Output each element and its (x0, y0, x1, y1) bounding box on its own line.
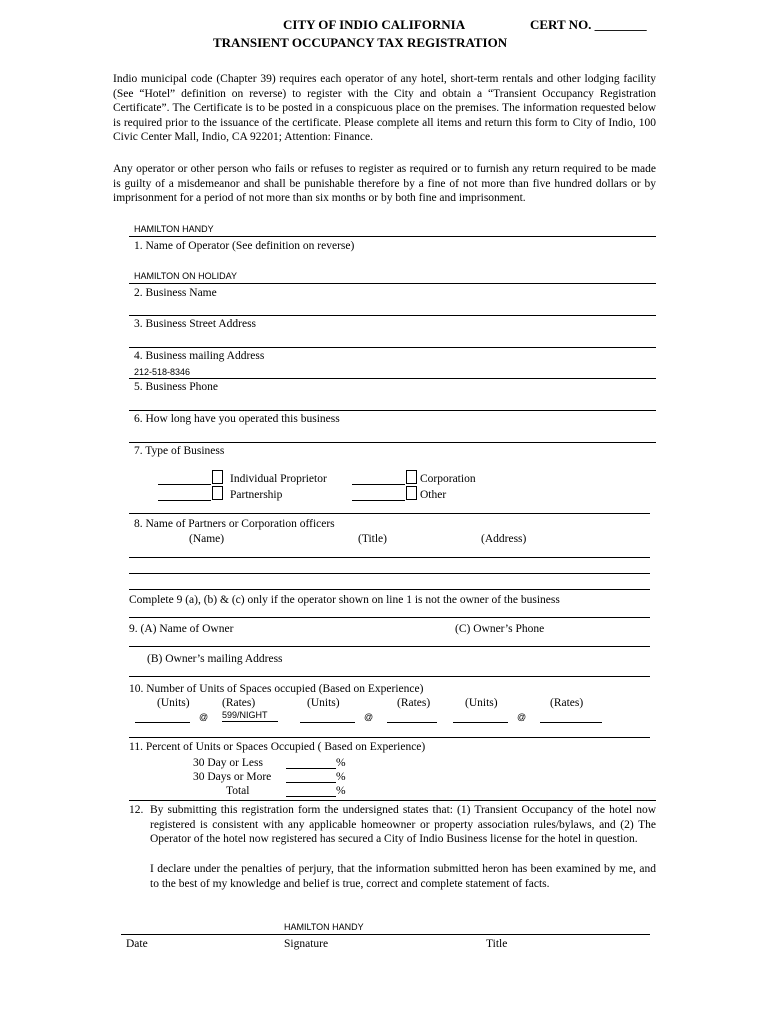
other-label: Other (420, 489, 447, 501)
declaration-number: 12. (129, 804, 144, 816)
percent-row-3-label: Total (226, 785, 250, 797)
units-divider (129, 737, 650, 738)
city-heading: CITY OF INDIO CALIFORNIA (283, 17, 466, 32)
street-address-label: 3. Business Street Address (134, 318, 257, 330)
owner-divider (129, 676, 650, 677)
owner-instruction: Complete 9 (a), (b) & (c) only if the operator shown on line 1 is not the owner of the business (129, 594, 560, 606)
partners-line-2[interactable] (129, 573, 650, 574)
business-type-divider (129, 513, 650, 514)
percent-divider (129, 800, 656, 801)
title-label: Title (486, 938, 508, 950)
partners-col-title: (Title) (358, 533, 387, 545)
owner-phone-label: (C) Owner’s Phone (455, 623, 545, 635)
individual-blank[interactable] (158, 484, 211, 485)
rate-value-1[interactable]: 599/NIGHT (222, 710, 268, 720)
signature-value[interactable]: HAMILTON HANDY (284, 922, 364, 932)
percent-row-3-blank[interactable] (286, 796, 336, 797)
operator-name-line (129, 236, 656, 237)
rates-col-3: (Rates) (550, 697, 584, 709)
operator-name-label: 1. Name of Operator (See definition on reverse) (134, 240, 355, 252)
units-blank-1[interactable] (135, 722, 190, 723)
partners-line-3[interactable] (129, 589, 650, 590)
form-title: TRANSIENT OCCUPANCY TAX REGISTRATION (213, 35, 508, 50)
mailing-address-label: 4. Business mailing Address (134, 350, 265, 362)
declaration-text: By submitting this registration form the undersigned states that: (1) Transient Occupancy of the hotel now registered is consistent with any applicable homeowner or property association rules/bylaws, and (2) The Operator of the hotel now registered has secured a City of Indio Business license for the hotel in question. (150, 804, 656, 846)
individual-checkbox[interactable] (212, 470, 223, 484)
corporation-checkbox[interactable] (406, 470, 417, 484)
cert-number: CERT NO. ________ (530, 17, 647, 32)
business-type-line (129, 442, 656, 443)
corporation-label: Corporation (420, 473, 476, 485)
owner-address-line[interactable] (129, 646, 650, 647)
business-phone-line (129, 378, 656, 379)
business-phone-value[interactable]: 212-518-8346 (134, 367, 191, 377)
corporation-blank[interactable] (352, 484, 405, 485)
percent-row-3-sign: % (336, 785, 346, 797)
units-blank-2[interactable] (300, 722, 355, 723)
at-sign-3: @ (517, 712, 527, 722)
business-type-label: 7. Type of Business (134, 445, 225, 457)
rate-blank-1 (222, 721, 278, 722)
operator-name-value[interactable]: HAMILTON HANDY (134, 224, 214, 234)
owner-address-label: (B) Owner’s mailing Address (147, 653, 283, 665)
partners-line-1[interactable] (129, 557, 650, 558)
units-blank-3[interactable] (453, 722, 508, 723)
perjury-statement: I declare under the penalties of perjury, that the information submitted heron has been examined by me, and to the best of my knowledge and belief is true, correct and complete statement of facts. (150, 863, 656, 890)
units-col-3: (Units) (465, 697, 498, 709)
units-col-1: (Units) (157, 697, 190, 709)
other-blank[interactable] (352, 500, 405, 501)
business-phone-label: 5. Business Phone (134, 381, 219, 393)
partnership-blank[interactable] (158, 500, 211, 501)
owner-name-label: 9. (A) Name of Owner (129, 623, 234, 635)
at-sign-2: @ (364, 712, 374, 722)
units-col-2: (Units) (307, 697, 340, 709)
rate-blank-2[interactable] (387, 722, 437, 723)
other-checkbox[interactable] (406, 486, 417, 500)
business-name-label: 2. Business Name (134, 287, 217, 299)
business-name-value[interactable]: HAMILTON ON HOLIDAY (134, 271, 238, 281)
percent-label: 11. Percent of Units or Spaces Occupied ( Based on Experience) (129, 741, 426, 753)
intro-paragraph-2: Any operator or other person who fails or refuses to register as required or to furnish any return required to be made is guilty of a misdemeanor and shall be punishable therefore by a fine of not more than five hundred dollars or by imprisonment for a period of not more than six months or by both fine and imprisonment. (113, 163, 656, 205)
percent-row-2-blank[interactable] (286, 782, 336, 783)
partnership-label: Partnership (230, 489, 283, 501)
business-name-line (129, 283, 656, 284)
partners-col-name: (Name) (189, 533, 225, 545)
partners-label: 8. Name of Partners or Corporation officers (134, 518, 335, 530)
rates-col-1: (Rates) (222, 697, 256, 709)
percent-row-1-label: 30 Day or Less (193, 757, 263, 769)
owner-name-line[interactable] (129, 617, 650, 618)
percent-row-1-blank[interactable] (286, 768, 336, 769)
street-address-line[interactable] (129, 315, 656, 316)
rates-col-2: (Rates) (397, 697, 431, 709)
percent-row-1-sign: % (336, 757, 346, 769)
percent-row-2-label: 30 Days or More (193, 771, 272, 783)
operated-duration-line[interactable] (129, 410, 656, 411)
partnership-checkbox[interactable] (212, 486, 223, 500)
signature-line (121, 934, 650, 935)
at-sign-1: @ (199, 712, 209, 722)
mailing-address-line[interactable] (129, 347, 656, 348)
partners-col-address: (Address) (481, 533, 527, 545)
individual-label: Individual Proprietor (230, 473, 327, 485)
percent-row-2-sign: % (336, 771, 346, 783)
rate-blank-3[interactable] (540, 722, 602, 723)
intro-paragraph-1: Indio municipal code (Chapter 39) requires each operator of any hotel, short-term rentals and other lodging facility (See “Hotel” definition on reverse) to register with the City and obtain a “Transient Occupancy Registration Certificate”. The Certificate is to be posted in a conspicuous place on the premises. The information requested below is required prior to the issuance of the certificate. Please complete all items and return this form to City of Indio, 100 Civic Center Mall, Indio, CA 92201; Attention: Finance. (113, 73, 656, 144)
date-label: Date (126, 938, 148, 950)
operated-duration-label: 6. How long have you operated this business (134, 413, 340, 425)
units-label: 10. Number of Units of Spaces occupied (Based on Experience) (129, 683, 424, 695)
signature-label: Signature (284, 938, 329, 950)
